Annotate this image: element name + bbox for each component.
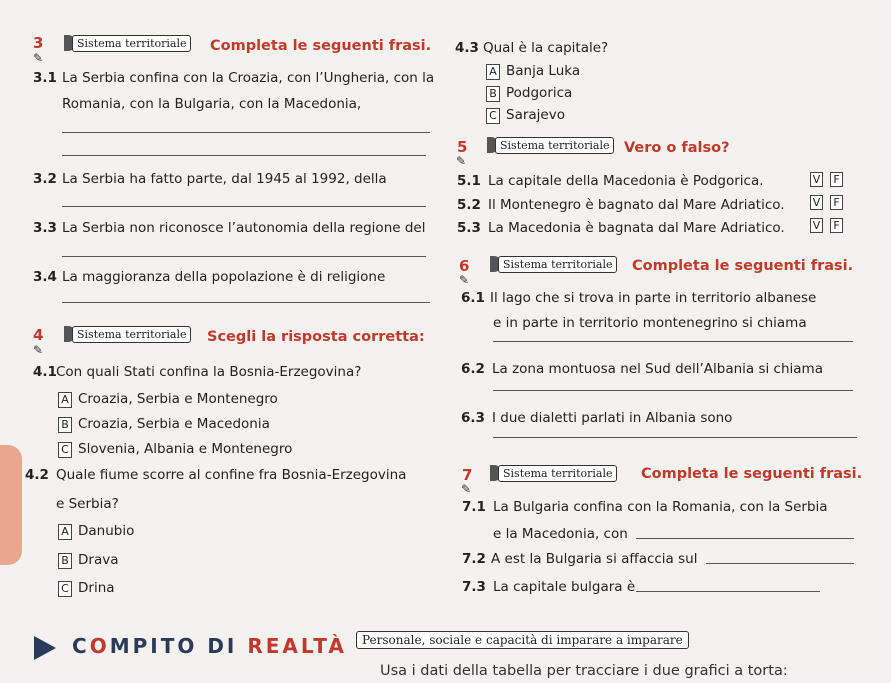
q5-1-number: 5.1 — [457, 173, 481, 189]
q5-2-true-box[interactable]: V — [810, 194, 823, 210]
q4-1-option-a[interactable]: A Croazia, Serbia e Montenegro — [58, 391, 278, 408]
q4-3-option-b[interactable]: B Podgorica — [486, 85, 572, 102]
exercise-5-instruction: Vero o falso? — [624, 140, 730, 156]
q5-3-true-box[interactable]: V — [810, 217, 823, 233]
answer-line[interactable] — [493, 437, 857, 438]
q6-1-text: Il lago che si trova in parte in territorio albanese — [490, 290, 817, 306]
pencil-icon: ✎ — [33, 51, 44, 65]
q4-1-text: Con quali Stati confina la Bosnia-Erzegovina? — [56, 364, 362, 380]
q5-2-false-box[interactable]: F — [830, 194, 843, 210]
q4-2-option-b[interactable]: B Drava — [58, 552, 118, 569]
q3-1-number: 3.1 — [33, 70, 57, 86]
exercise-3-instruction: Completa le seguenti frasi. — [210, 38, 432, 54]
q3-1-text-cont: Romania, con la Bulgaria, con la Macedonia, — [62, 96, 362, 112]
q3-4-number: 3.4 — [33, 269, 57, 285]
exercise-3-badge: Sistema territoriale — [64, 35, 191, 52]
pencil-icon: ✎ — [456, 154, 467, 168]
q6-3-number: 6.3 — [461, 410, 485, 426]
q5-3-false-box[interactable]: F — [830, 217, 843, 233]
q4-3-text: Qual è la capitale? — [483, 40, 609, 56]
exercise-6-number: 6 — [459, 257, 470, 275]
q4-1-option-b[interactable]: B Croazia, Serbia e Macedonia — [58, 416, 270, 433]
pencil-icon: ✎ — [461, 482, 472, 496]
answer-line[interactable] — [493, 341, 853, 342]
q6-2-text: La zona montuosa nel Sud dell’Albania si chiama — [492, 361, 823, 377]
q5-1-true-box[interactable]: V — [810, 171, 823, 187]
answer-line[interactable] — [62, 206, 426, 207]
q3-2-text: La Serbia ha fatto parte, dal 1945 al 1992, della — [62, 171, 387, 187]
q7-2-text: A est la Bulgaria si affaccia sul — [491, 551, 698, 567]
q5-3-number: 5.3 — [457, 220, 481, 236]
exercise-6-badge: Sistema territoriale — [490, 256, 617, 273]
q5-2-text: Il Montenegro è bagnato dal Mare Adriatico. — [488, 197, 785, 213]
answer-line[interactable] — [62, 302, 430, 303]
exercise-5-number: 5 — [457, 138, 468, 156]
q6-3-text: I due dialetti parlati in Albania sono — [492, 410, 733, 426]
q4-2-number: 4.2 — [25, 467, 49, 483]
answer-line[interactable] — [62, 256, 426, 257]
q3-1-text: La Serbia confina con la Croazia, con l’Ungheria, con la — [62, 70, 435, 86]
q5-3-text: La Macedonia è bagnata dal Mare Adriatico. — [488, 220, 785, 236]
q4-1-option-c[interactable]: C Slovenia, Albania e Montenegro — [58, 441, 292, 458]
q3-2-number: 3.2 — [33, 171, 57, 187]
answer-line[interactable] — [706, 563, 854, 564]
pencil-icon: ✎ — [459, 273, 470, 287]
exercise-7-instruction: Completa le seguenti frasi. — [641, 466, 863, 482]
q4-2-text: Quale fiume scorre al confine fra Bosnia-Erzegovina — [56, 467, 407, 483]
q4-2-option-c[interactable]: C Drina — [58, 580, 115, 597]
q4-2-option-a[interactable]: A Danubio — [58, 523, 134, 540]
q3-3-number: 3.3 — [33, 220, 57, 236]
q6-2-number: 6.2 — [461, 361, 485, 377]
footer-text: Usa i dati della tabella per tracciare i due grafici a torta: — [380, 663, 788, 679]
exercise-3-number: 3 — [33, 34, 44, 52]
pencil-icon: ✎ — [33, 343, 44, 357]
arrow-icon — [34, 636, 56, 660]
q7-2-number: 7.2 — [462, 551, 486, 567]
q4-3-option-a[interactable]: A Banja Luka — [486, 63, 580, 80]
footer-badge: Personale, sociale e capacità di imparare a imparare — [356, 631, 689, 649]
exercise-4-instruction: Scegli la risposta corretta: — [207, 329, 425, 345]
q5-1-text: La capitale della Macedonia è Podgorica. — [488, 173, 764, 189]
q7-3-number: 7.3 — [462, 579, 486, 595]
q5-2-number: 5.2 — [457, 197, 481, 213]
compito-di-realta-title: COMPITO DI REALTÀ — [72, 634, 347, 658]
q5-1-false-box[interactable]: F — [830, 171, 843, 187]
answer-line[interactable] — [636, 591, 820, 592]
exercise-7-badge: Sistema territoriale — [490, 465, 617, 482]
q6-1-number: 6.1 — [461, 290, 485, 306]
q6-1-text-cont: e in parte in territorio montenegrino si chiama — [493, 315, 807, 331]
q4-2-text-cont: e Serbia? — [56, 496, 119, 512]
q4-3-number: 4.3 — [455, 40, 479, 56]
answer-line[interactable] — [62, 132, 430, 133]
q7-3-text: La capitale bulgara è — [493, 579, 636, 595]
finger-shadow — [0, 445, 22, 565]
q3-4-text: La maggioranza della popolazione è di religione — [62, 269, 386, 285]
q7-1-number: 7.1 — [462, 499, 486, 515]
exercise-6-instruction: Completa le seguenti frasi. — [632, 258, 854, 274]
q7-1-text: La Bulgaria confina con la Romania, con la Serbia — [493, 499, 828, 515]
exercise-5-badge: Sistema territoriale — [487, 137, 614, 154]
q7-1-text-cont: e la Macedonia, con — [493, 526, 628, 542]
answer-line[interactable] — [493, 390, 853, 391]
q4-3-option-c[interactable]: C Sarajevo — [486, 107, 565, 124]
q3-3-text: La Serbia non riconosce l’autonomia della regione del — [62, 220, 426, 236]
exercise-4-badge: Sistema territoriale — [64, 326, 191, 343]
exercise-4-number: 4 — [33, 326, 44, 344]
answer-line[interactable] — [62, 155, 426, 156]
exercise-7-number: 7 — [462, 466, 473, 484]
answer-line[interactable] — [636, 538, 854, 539]
q4-1-number: 4.1 — [33, 364, 57, 380]
